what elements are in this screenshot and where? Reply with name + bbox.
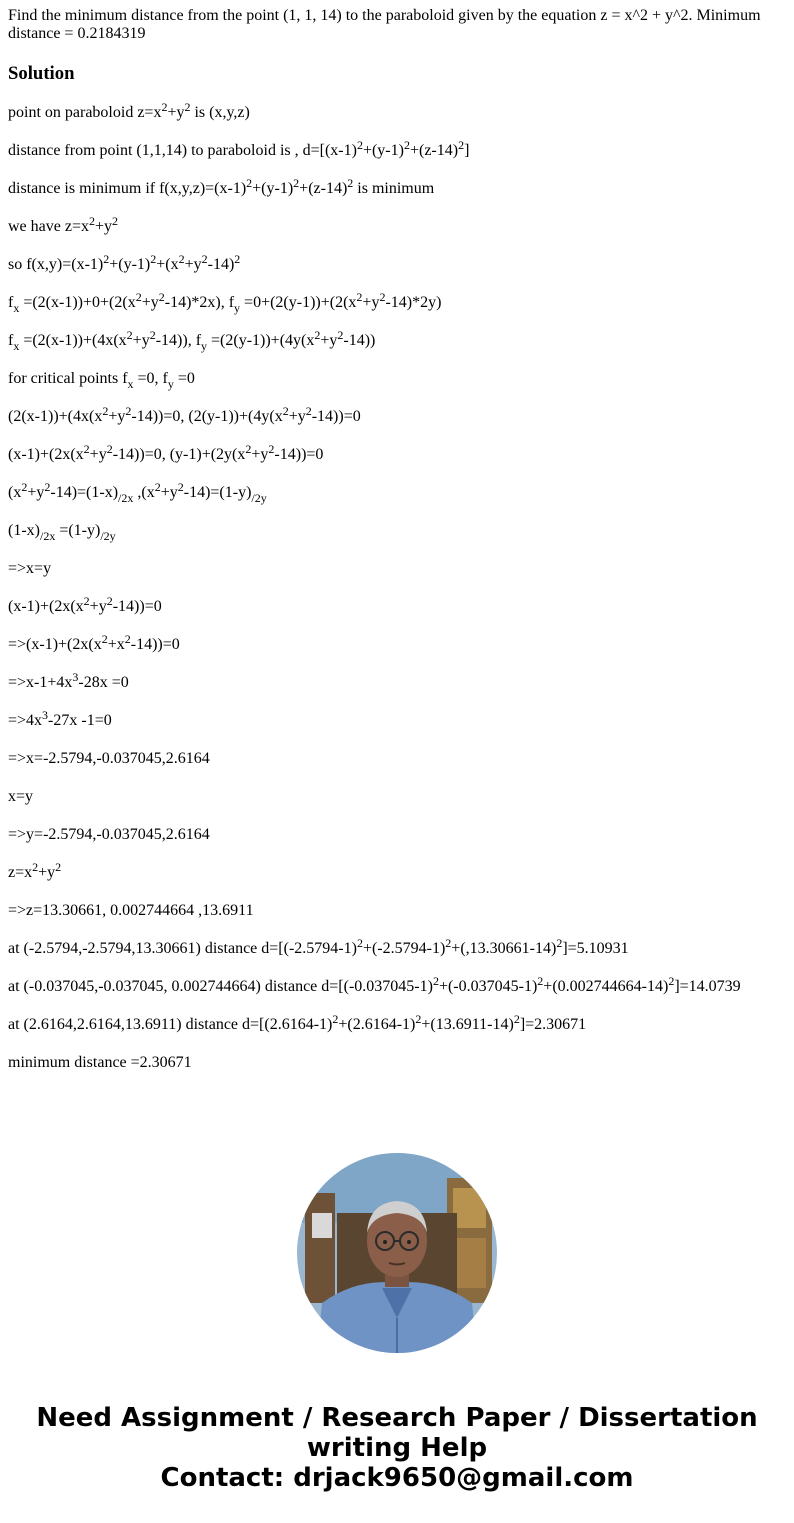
superscript: 2 bbox=[177, 480, 184, 494]
text-run: =(2(x-1))+(4x(x bbox=[19, 332, 127, 349]
text-run: -14))=0, (y-1)+(2y(x bbox=[112, 446, 246, 463]
text-run: +(0.002744664-14) bbox=[543, 978, 669, 995]
superscript: 2 bbox=[293, 176, 300, 190]
superscript: 2 bbox=[149, 328, 156, 342]
text-run: +y bbox=[288, 408, 306, 425]
superscript: 2 bbox=[124, 632, 131, 646]
solution-line bbox=[8, 936, 778, 959]
text-run: (1-x) bbox=[8, 522, 40, 539]
text-run: +(y-1) bbox=[109, 256, 151, 273]
text-run: -27x -1=0 bbox=[48, 712, 112, 729]
text-run: (x-1)+(2x(x bbox=[8, 446, 84, 463]
superscript: 2 bbox=[234, 252, 241, 266]
superscript: 2 bbox=[102, 404, 109, 418]
text-run: +y bbox=[184, 256, 202, 273]
superscript: 2 bbox=[125, 404, 132, 418]
text-run: +(y-1) bbox=[362, 142, 404, 159]
text-run: x=y bbox=[8, 788, 34, 805]
superscript: 2 bbox=[184, 100, 191, 114]
text-run: +(-0.037045-1) bbox=[438, 978, 538, 995]
solution-line bbox=[8, 749, 778, 769]
text-run: =(2(y-1))+(4y(x bbox=[207, 332, 315, 349]
subscript: y bbox=[167, 377, 174, 391]
superscript: 2 bbox=[337, 328, 344, 342]
text-run: =>x=y bbox=[8, 560, 52, 577]
text-run: =(1-y) bbox=[55, 522, 101, 539]
subscript: /2y bbox=[251, 491, 267, 505]
superscript: 2 bbox=[44, 480, 51, 494]
solution-line bbox=[8, 632, 778, 655]
text-run: distance from point (1,1,14) to paraboloid is , d=[(x-1) bbox=[8, 142, 357, 159]
text-run: +y bbox=[38, 864, 56, 881]
solution-line bbox=[8, 670, 778, 693]
solution-line bbox=[8, 442, 778, 465]
text-run: +y bbox=[251, 446, 269, 463]
text-run: is (x,y,z) bbox=[190, 104, 250, 121]
solution-line bbox=[8, 252, 778, 275]
superscript: 2 bbox=[88, 214, 95, 228]
subscript: x bbox=[127, 377, 134, 391]
superscript: 2 bbox=[126, 328, 133, 342]
text-run: -14)=(1-x) bbox=[50, 484, 119, 501]
text-run: (2(x-1))+(4x(x bbox=[8, 408, 103, 425]
superscript: 2 bbox=[556, 936, 563, 950]
text-run: =>y=-2.5794,-0.037045,2.6164 bbox=[8, 826, 210, 843]
text-run: -14))=0, (2(y-1))+(4y(x bbox=[131, 408, 283, 425]
solution-line bbox=[8, 404, 778, 427]
text-run: -14))=0 bbox=[311, 408, 361, 425]
superscript: 2 bbox=[314, 328, 321, 342]
text-run: (x-1)+(2x(x bbox=[8, 598, 84, 615]
solution-line bbox=[8, 328, 778, 353]
superscript: 2 bbox=[135, 290, 142, 304]
text-run: +(13.6911-14) bbox=[421, 1016, 514, 1033]
text-run: +y bbox=[160, 484, 178, 501]
superscript: 2 bbox=[201, 252, 208, 266]
text-run: -14)*2x), f bbox=[164, 294, 235, 311]
superscript: 2 bbox=[21, 480, 28, 494]
superscript: 2 bbox=[356, 138, 363, 152]
text-run: -14)=(1-y) bbox=[183, 484, 252, 501]
solution-line bbox=[8, 290, 778, 315]
solution-line bbox=[8, 1012, 778, 1035]
superscript: 2 bbox=[379, 290, 386, 304]
text-run: f bbox=[8, 332, 14, 349]
text-run: +(,13.30661-14) bbox=[451, 940, 557, 957]
banner-contact-line: Contact: drjack9650@gmail.com bbox=[160, 1463, 634, 1493]
solution-line bbox=[8, 1053, 778, 1073]
text-run: =0 bbox=[173, 370, 195, 387]
text-run: +y bbox=[94, 218, 113, 235]
solution-line bbox=[8, 787, 778, 807]
author-photo bbox=[297, 1153, 497, 1353]
superscript: 2 bbox=[347, 176, 354, 190]
superscript: 2 bbox=[537, 974, 544, 988]
superscript: 2 bbox=[356, 290, 363, 304]
solution-line bbox=[8, 708, 778, 731]
superscript: 2 bbox=[158, 290, 165, 304]
text-run: -14)), f bbox=[155, 332, 202, 349]
text-run: at (-2.5794,-2.5794,13.30661) distance d=[(-2.5794-1) bbox=[8, 940, 357, 957]
superscript: 2 bbox=[154, 480, 161, 494]
text-run: +x bbox=[107, 636, 125, 653]
superscript: 2 bbox=[356, 936, 363, 950]
text-run: =>4x bbox=[8, 712, 43, 729]
question-text: Find the minimum distance from the point (1, 1, 14) to the paraboloid given by the equation z = x^2 + y^2. Minimum distance = 0.2184319 bbox=[8, 7, 761, 42]
solution-line bbox=[8, 176, 778, 199]
text-run: =0, f bbox=[133, 370, 168, 387]
superscript: 2 bbox=[101, 632, 108, 646]
solution-line bbox=[8, 369, 778, 389]
text-run: ]=14.0739 bbox=[674, 978, 741, 995]
text-run: +(2.6164-1) bbox=[338, 1016, 416, 1033]
text-run: =>x=-2.5794,-0.037045,2.6164 bbox=[8, 750, 210, 767]
superscript: 2 bbox=[103, 252, 110, 266]
superscript: 2 bbox=[305, 404, 312, 418]
text-run: z=x bbox=[8, 864, 33, 881]
subscript: x bbox=[13, 339, 20, 353]
text-run: +(-2.5794-1) bbox=[362, 940, 446, 957]
text-run: at (-0.037045,-0.037045, 0.002744664) distance d=[(-0.037045-1) bbox=[8, 978, 433, 995]
text-run: distance is minimum if f(x,y,z)=(x-1) bbox=[8, 180, 247, 197]
solution-line bbox=[8, 521, 778, 541]
text-run: we have z=x bbox=[8, 218, 89, 235]
text-run: -28x =0 bbox=[78, 674, 129, 691]
text-run: +y bbox=[132, 332, 150, 349]
superscript: 2 bbox=[83, 442, 90, 456]
solution-heading: Solution bbox=[8, 63, 75, 84]
text-run: minimum distance =2.30671 bbox=[8, 1054, 192, 1071]
solution-steps bbox=[8, 100, 778, 1073]
subscript: y bbox=[201, 339, 208, 353]
text-run: =0+(2(y-1))+(2(x bbox=[240, 294, 357, 311]
superscript: 2 bbox=[161, 100, 168, 114]
superscript: 2 bbox=[282, 404, 289, 418]
text-run: +(z-14) bbox=[409, 142, 459, 159]
text-run: at (2.6164,2.6164,13.6911) distance d=[(2.6164-1) bbox=[8, 1016, 333, 1033]
text-run: +(x bbox=[156, 256, 179, 273]
superscript: 2 bbox=[458, 138, 465, 152]
superscript: 2 bbox=[245, 442, 252, 456]
superscript: 2 bbox=[106, 594, 113, 608]
banner-line-2: writing Help bbox=[306, 1433, 488, 1463]
superscript: 2 bbox=[246, 176, 253, 190]
superscript: 2 bbox=[55, 860, 62, 874]
superscript: 2 bbox=[415, 1012, 422, 1026]
solution-line bbox=[8, 100, 778, 123]
text-run: =>z=13.30661, 0.002744664 ,13.6911 bbox=[8, 902, 254, 919]
subscript: /2x bbox=[39, 529, 56, 543]
text-run: +y bbox=[89, 598, 107, 615]
text-run: ,(x bbox=[133, 484, 155, 501]
text-run: -14))=0 bbox=[130, 636, 180, 653]
superscript: 2 bbox=[112, 214, 119, 228]
superscript: 2 bbox=[445, 936, 452, 950]
solution-line bbox=[8, 214, 778, 237]
text-run: for critical points f bbox=[8, 370, 128, 387]
text-run: =>(x-1)+(2x(x bbox=[8, 636, 102, 653]
text-run: so f(x,y)=(x-1) bbox=[8, 256, 104, 273]
text-run: (x bbox=[8, 484, 22, 501]
text-run: -14) bbox=[207, 256, 235, 273]
superscript: 2 bbox=[150, 252, 157, 266]
text-run: -14)) bbox=[343, 332, 376, 349]
text-run: =(2(x-1))+0+(2(x bbox=[19, 294, 136, 311]
text-run: +y bbox=[362, 294, 380, 311]
text-run: +y bbox=[27, 484, 45, 501]
solution-line bbox=[8, 480, 778, 505]
superscript: 2 bbox=[83, 594, 90, 608]
banner-line-1: Need Assignment / Research Paper / Dissertation bbox=[36, 1403, 758, 1433]
text-run: +y bbox=[108, 408, 126, 425]
text-run: -14))=0 bbox=[112, 598, 162, 615]
superscript: 2 bbox=[106, 442, 113, 456]
contact-banner bbox=[0, 1403, 794, 1493]
text-run: ] bbox=[464, 142, 470, 159]
solution-line bbox=[8, 901, 778, 921]
text-run: +y bbox=[89, 446, 107, 463]
subscript: y bbox=[234, 301, 241, 315]
superscript: 2 bbox=[432, 974, 439, 988]
superscript: 3 bbox=[42, 708, 49, 722]
text-run: ]=2.30671 bbox=[519, 1016, 587, 1033]
subscript: x bbox=[13, 301, 20, 315]
subscript: /2x bbox=[118, 491, 134, 505]
superscript: 2 bbox=[513, 1012, 520, 1026]
text-run: +y bbox=[167, 104, 185, 121]
text-run: point on paraboloid z=x bbox=[8, 104, 162, 121]
author-photo-image bbox=[297, 1153, 497, 1353]
superscript: 2 bbox=[668, 974, 675, 988]
solution-line bbox=[8, 594, 778, 617]
text-run: f bbox=[8, 294, 14, 311]
solution-line bbox=[8, 974, 778, 997]
superscript: 2 bbox=[178, 252, 185, 266]
text-run: +(z-14) bbox=[299, 180, 348, 197]
text-run: =>x-1+4x bbox=[8, 674, 73, 691]
superscript: 2 bbox=[32, 860, 39, 874]
subscript: /2y bbox=[100, 529, 116, 543]
superscript: 3 bbox=[72, 670, 79, 684]
solution-line bbox=[8, 825, 778, 845]
superscript: 2 bbox=[332, 1012, 339, 1026]
solution-line bbox=[8, 138, 778, 161]
text-run: ]=5.10931 bbox=[562, 940, 629, 957]
text-run: +(y-1) bbox=[252, 180, 294, 197]
text-run: +y bbox=[320, 332, 338, 349]
text-run: is minimum bbox=[353, 180, 435, 197]
solution-line bbox=[8, 860, 778, 883]
text-run: +y bbox=[141, 294, 159, 311]
superscript: 2 bbox=[268, 442, 275, 456]
superscript: 2 bbox=[403, 138, 410, 152]
text-run: -14)*2y) bbox=[385, 294, 442, 311]
solution-line bbox=[8, 559, 778, 579]
document bbox=[8, 7, 778, 1091]
text-run: -14))=0 bbox=[274, 446, 324, 463]
